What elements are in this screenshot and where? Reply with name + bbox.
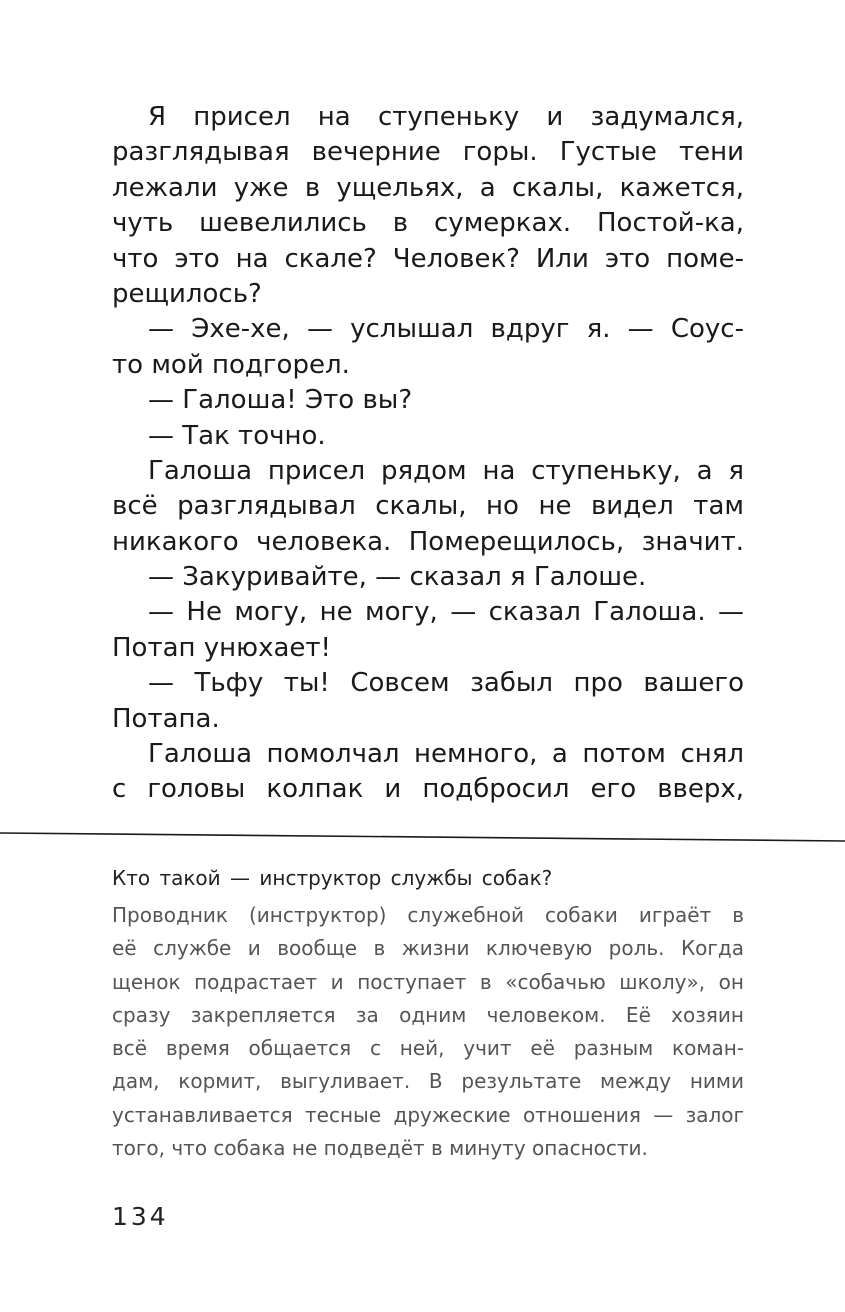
divider-line — [0, 822, 845, 846]
page-number: 134 — [112, 1202, 169, 1231]
sidebar-note — [112, 863, 744, 1165]
text-line: её службе и вообще в жизни ключевую роль. Когда — [112, 936, 744, 961]
text-line: — Эхе-хе, — услышал вдруг я. — Соус- — [148, 314, 744, 345]
text-line: рещилось? — [112, 278, 262, 309]
text-line: — Тьфу ты! Совсем забыл про вашего — [148, 668, 744, 699]
text-line: то мой подгорел. — [112, 349, 350, 380]
text-line: Галоша присел рядом на ступеньку, а я — [148, 455, 744, 486]
text-line: всё время общается с ней, учит её разным коман- — [112, 1036, 744, 1061]
text-line: Проводник (инструктор) служебной собаки играёт в — [112, 903, 744, 927]
text-line: чуть шевелились в сумерках. Постой-ка, — [112, 208, 744, 239]
text-line: всё разглядывал скалы, но не видел там — [112, 491, 744, 522]
text-line: устанавливается тесные дружеские отношения — залог — [112, 1102, 744, 1127]
text-line: Потапа. — [112, 703, 220, 734]
text-line: Потап унюхает! — [112, 632, 331, 663]
text-line: с головы колпак и подбросил его вверх, — [112, 774, 744, 805]
text-line: — Галоша! Это вы? — [148, 385, 413, 416]
text-line: Галоша помолчал немного, а потом снял — [148, 739, 744, 770]
text-line: того, что собака не подведёт в минуту опасности. — [112, 1136, 648, 1161]
text-line: Я присел на ступеньку и задумался, — [148, 102, 744, 132]
text-line: никакого человека. Померещилось, значит. — [112, 526, 744, 557]
text-line: сразу закрепляется за одним человеком. Её хозяин — [112, 1002, 744, 1027]
text-line: что это на скале? Человек? Или это поме- — [112, 243, 744, 274]
text-line: — Так точно. — [148, 420, 326, 451]
sidebar-heading: Кто такой — инструктор службы собак? — [112, 866, 553, 890]
text-line: — Закуривайте, — сказал я Галоше. — [148, 562, 647, 593]
text-line: лежали уже в ущельях, а скалы, кажется, — [112, 172, 744, 203]
text-line: щенок подрастает и поступает в «собачью школу», он — [112, 969, 744, 994]
text-line: — Не могу, не могу, — сказал Галоша. — — [148, 597, 744, 628]
text-line: разглядывая вечерние горы. Густые тени — [112, 137, 744, 168]
sidebar-text — [112, 899, 744, 1165]
main-text — [112, 100, 744, 808]
text-line: дам, кормит, выгуливает. В результате между ними — [112, 1069, 744, 1094]
